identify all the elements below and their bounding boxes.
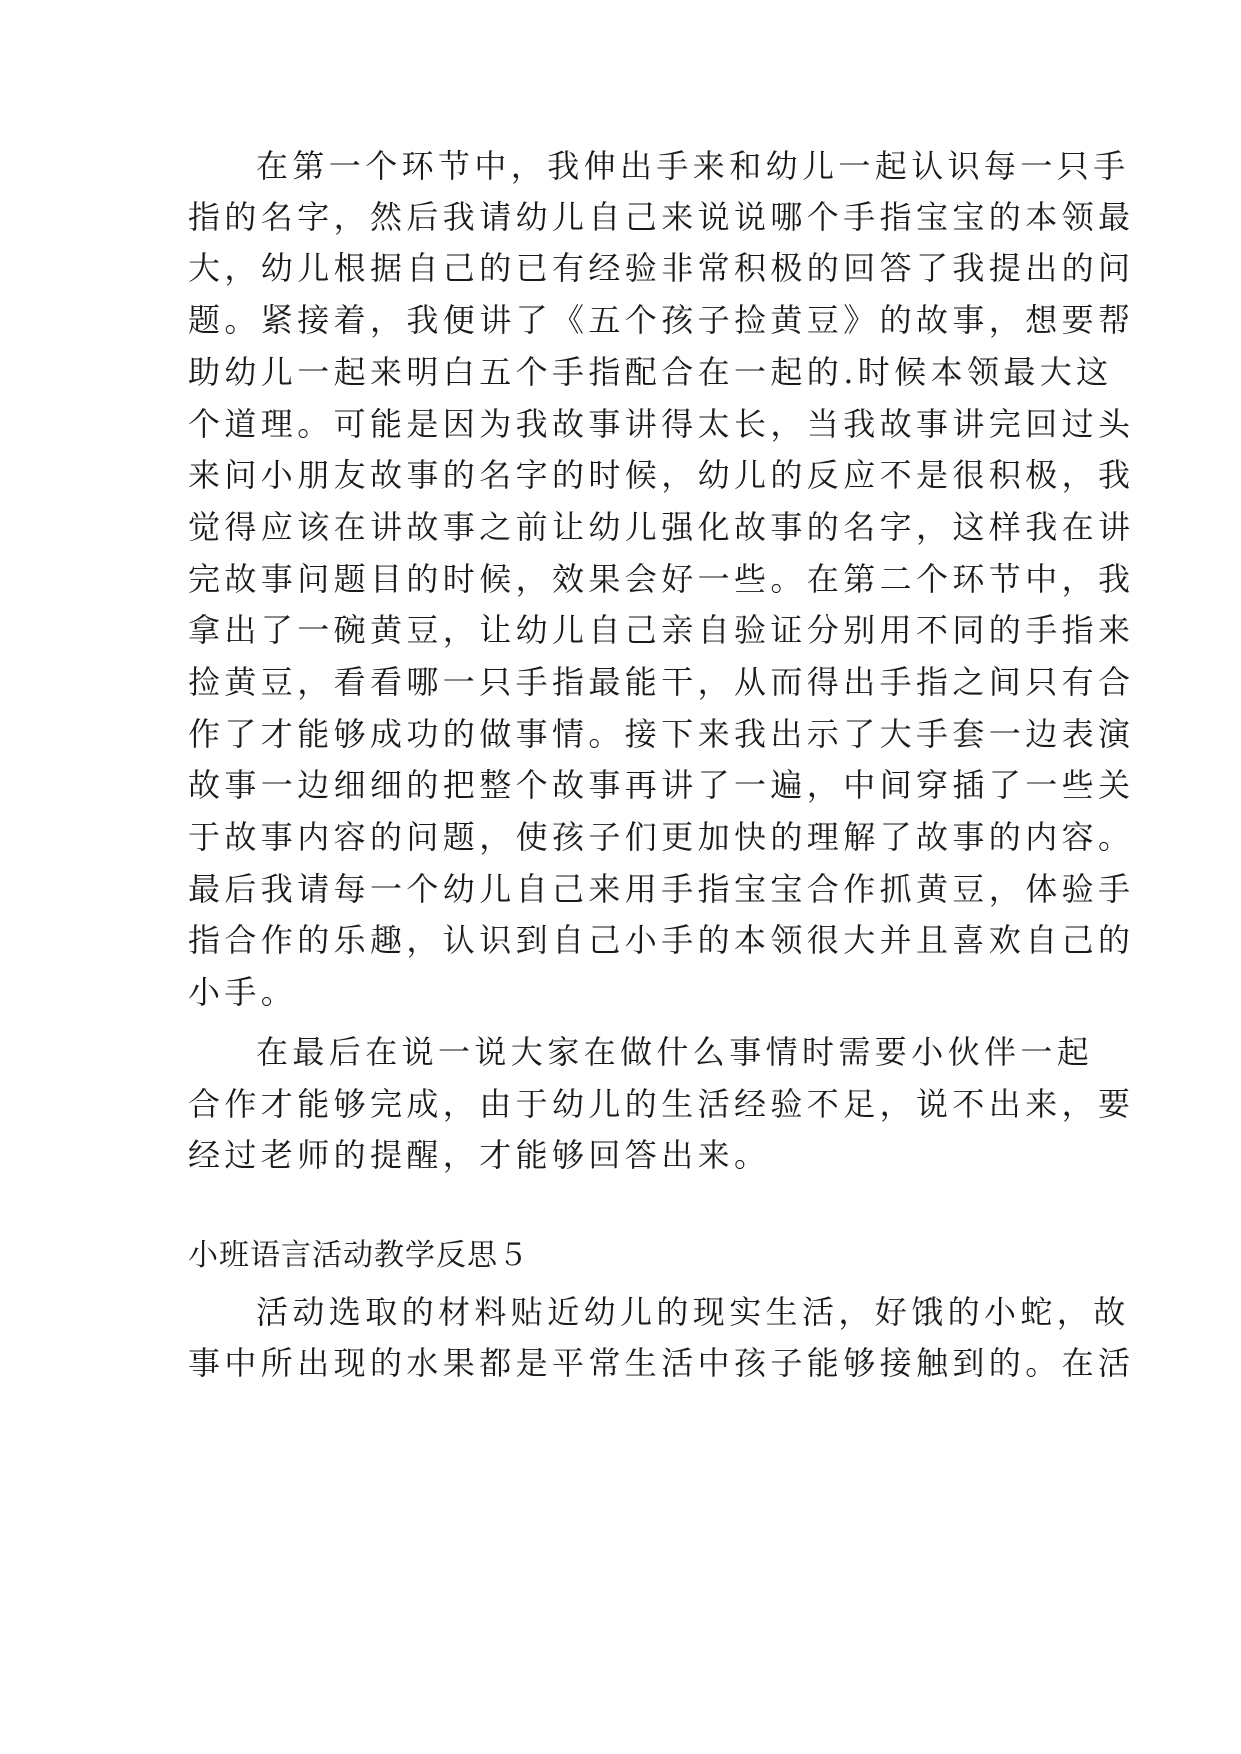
text-line: 在最后在说一说大家在做什么事情时需要小伙伴一起 [256, 1033, 1094, 1071]
text-line: 觉得应该在讲故事之前让幼儿强化故事的名字，这样我在讲 [188, 508, 1135, 546]
text-line: 在第一个环节中，我伸出手来和幼儿一起认识每一只手 [256, 147, 1130, 185]
text-line: 助幼儿一起来明白五个手指配合在一起的.时候本领最大这 [188, 353, 1113, 391]
text-line: 指合作的乐趣，认识到自己小手的本领很大并且喜欢自己的 [188, 921, 1135, 959]
text-line: 最后我请每一个幼儿自己来用手指宝宝合作抓黄豆，体验手 [188, 870, 1135, 908]
text-line: 个道理。可能是因为我故事讲得太长，当我故事讲完回过头 [188, 405, 1135, 443]
text-line: 合作才能够完成，由于幼儿的生活经验不足，说不出来，要 [188, 1085, 1135, 1123]
section-heading: 小班语言活动教学反思５ [188, 1238, 529, 1273]
text-line: 活动选取的材料贴近幼儿的现实生活，好饿的小蛇，故 [256, 1293, 1130, 1331]
document-page [188, 0, 1135, 1754]
text-line: 作了才能够成功的做事情。接下来我出示了大手套一边表演 [188, 715, 1135, 753]
text-line: 故事一边细细的把整个故事再讲了一遍，中间穿插了一些关 [188, 766, 1135, 804]
text-line: 捡黄豆，看看哪一只手指最能干，从而得出手指之间只有合 [188, 663, 1135, 701]
text-line: 拿出了一碗黄豆，让幼儿自己亲自验证分别用不同的手指来 [188, 611, 1135, 649]
text-line: 于故事内容的问题，使孩子们更加快的理解了故事的内容。 [188, 818, 1135, 856]
text-line: 题。紧接着，我便讲了《五个孩子捡黄豆》的故事，想要帮 [188, 301, 1135, 339]
text-line: 来问小朋友故事的名字的时候，幼儿的反应不是很积极，我 [188, 456, 1135, 494]
text-line: 小手。 [188, 973, 298, 1011]
text-line: 经过老师的提醒，才能够回答出来。 [188, 1136, 771, 1174]
text-line: 事中所出现的水果都是平常生活中孩子能够接触到的。在活 [188, 1344, 1135, 1382]
text-line: 指的名字，然后我请幼儿自己来说说哪个手指宝宝的本领最 [188, 198, 1135, 236]
text-line: 完故事问题目的时候，效果会好一些。在第二个环节中，我 [188, 560, 1135, 598]
text-line: 大，幼儿根据自己的已有经验非常积极的回答了我提出的问 [188, 249, 1135, 287]
